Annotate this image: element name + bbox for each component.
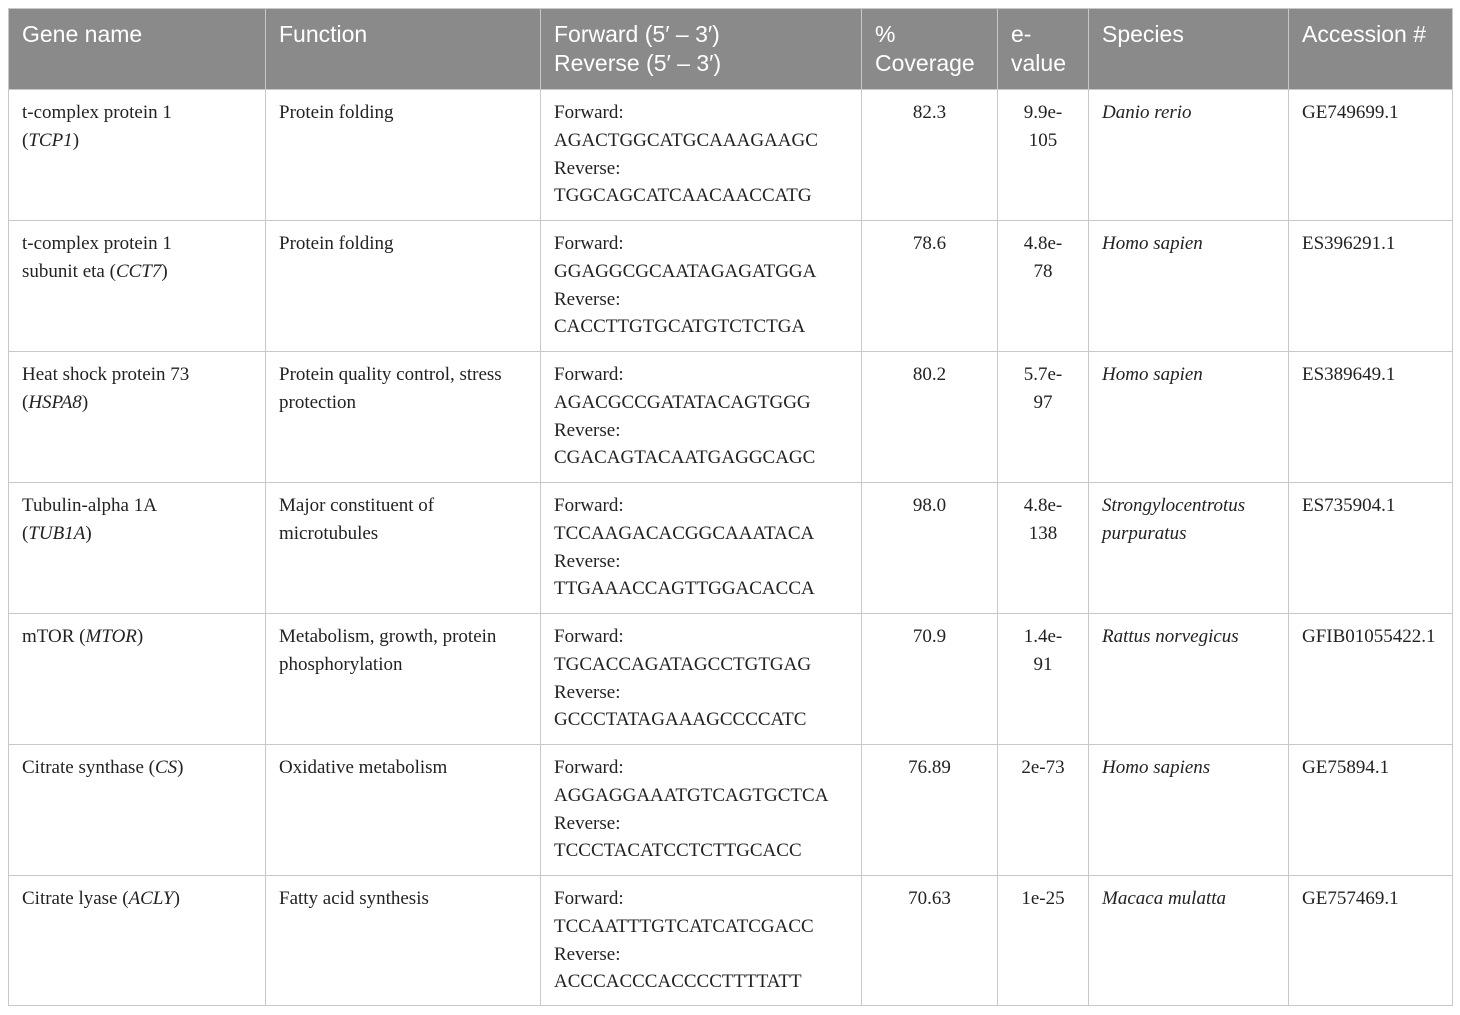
gene-name-suffix: ) — [85, 522, 92, 544]
cell-evalue — [998, 876, 1089, 1006]
forward-sequence: TCCAAGACACGGCAAATACA — [554, 522, 815, 544]
reverse-label: Reverse: — [554, 419, 621, 441]
cell-evalue — [998, 483, 1089, 614]
cell-coverage — [862, 90, 998, 221]
function-text: Protein quality control, stress — [279, 364, 502, 385]
gene-name-line — [22, 623, 252, 651]
reverse-sequence: CACCTTGTGCATGTCTCTGA — [554, 316, 806, 338]
gene-name-prefix: ( — [22, 522, 29, 544]
species-name: Danio rerio — [1102, 102, 1192, 123]
reverse-label: Reverse: — [554, 550, 621, 572]
cell-accession — [1289, 614, 1453, 745]
gene-symbol: CCT7 — [115, 260, 162, 282]
cell-accession — [1289, 745, 1453, 876]
cell-primers — [541, 352, 862, 483]
cell-function — [266, 483, 541, 614]
function-text: Protein folding — [279, 233, 394, 254]
evalue-value: 105 — [1028, 129, 1058, 151]
gene-name-line — [22, 885, 252, 913]
gene-symbol: ACLY — [128, 888, 174, 909]
forward-sequence: TGCACCAGATAGCCTGTGAG — [554, 653, 812, 675]
table-row — [9, 221, 1453, 352]
forward-label: Forward: — [554, 364, 624, 385]
species-name: Homo sapien — [1102, 364, 1203, 385]
cell-evalue — [998, 614, 1089, 745]
coverage-value: 70.9 — [912, 626, 947, 647]
header-coverage: % Coverage — [862, 9, 998, 90]
gene-symbol: HSPA8 — [28, 391, 82, 413]
cell-species — [1089, 483, 1289, 614]
cell-evalue — [998, 352, 1089, 483]
cell-species — [1089, 614, 1289, 745]
gene-name-suffix: ) — [161, 260, 168, 282]
gene-name-suffix: ) — [81, 391, 89, 413]
cell-function — [266, 352, 541, 483]
forward-sequence: AGACGCCGATATACAGTGGG — [554, 391, 811, 413]
evalue-value: 138 — [1028, 522, 1058, 544]
evalue-value: 4.8e- — [1023, 233, 1063, 254]
cell-species — [1089, 745, 1289, 876]
cell-accession — [1289, 90, 1453, 221]
primer-table — [8, 8, 1453, 1006]
cell-gene-name — [9, 745, 266, 876]
accession-number: ES389649.1 — [1302, 364, 1396, 385]
table-row — [9, 90, 1453, 221]
reverse-sequence: TGGCAGCATCAACAACCATG — [554, 185, 812, 207]
evalue-value: 9.9e- — [1023, 102, 1063, 123]
table-row — [9, 614, 1453, 745]
forward-label: Forward: — [554, 757, 624, 778]
cell-coverage — [862, 352, 998, 483]
function-text: Oxidative metabolism — [279, 757, 448, 778]
cell-coverage — [862, 221, 998, 352]
coverage-value: 76.89 — [908, 757, 951, 778]
cell-coverage — [862, 614, 998, 745]
table-row — [9, 483, 1453, 614]
accession-number: GE757469.1 — [1302, 888, 1399, 909]
reverse-sequence: GCCCTATAGAAAGCCCCATC — [554, 709, 807, 731]
cell-primers — [541, 90, 862, 221]
cell-evalue — [998, 90, 1089, 221]
gene-name-line — [22, 389, 252, 417]
header-primers — [541, 9, 862, 90]
cell-function — [266, 876, 541, 1006]
gene-name-suffix: ) — [177, 757, 184, 778]
cell-gene-name — [9, 90, 266, 221]
evalue-value: 2e-73 — [1021, 757, 1065, 778]
table-row — [9, 876, 1453, 1006]
gene-name-prefix: ( — [22, 129, 29, 151]
header-forward: Forward (5′ – 3′) — [554, 21, 720, 47]
gene-name-line — [22, 754, 252, 782]
coverage-value: 80.2 — [912, 364, 947, 385]
reverse-label: Reverse: — [554, 812, 621, 834]
gene-symbol: MTOR — [85, 626, 137, 647]
gene-name-line — [22, 258, 252, 286]
forward-sequence: AGGAGGAAATGTCAGTGCTCA — [554, 784, 829, 806]
gene-name-line — [22, 127, 252, 155]
accession-number: GE749699.1 — [1302, 102, 1399, 123]
forward-sequence: AGACTGGCATGCAAAGAAGC — [554, 129, 818, 151]
coverage-value: 82.3 — [912, 102, 947, 123]
gene-name-suffix: ) — [72, 129, 80, 151]
gene-name-text: Heat shock protein 73 — [22, 364, 190, 385]
cell-primers — [541, 483, 862, 614]
reverse-sequence: TCCCTACATCCTCTTGCACC — [554, 840, 802, 862]
accession-number: ES735904.1 — [1302, 495, 1396, 516]
cell-species — [1089, 876, 1289, 1006]
cell-accession — [1289, 483, 1453, 614]
header-row — [9, 9, 1453, 90]
function-text: phosphorylation — [279, 653, 403, 675]
cell-function — [266, 221, 541, 352]
cell-function — [266, 745, 541, 876]
cell-evalue — [998, 221, 1089, 352]
species-name: Rattus norvegicus — [1102, 626, 1239, 647]
gene-name-prefix: subunit eta ( — [22, 260, 116, 282]
function-text: Protein folding — [279, 102, 394, 123]
evalue-value: 1e-25 — [1021, 888, 1065, 909]
cell-coverage — [862, 876, 998, 1006]
forward-label: Forward: — [554, 495, 624, 516]
coverage-value: 98.0 — [912, 495, 947, 516]
gene-name-text: Tubulin-alpha 1A — [22, 495, 157, 516]
cell-accession — [1289, 352, 1453, 483]
cell-gene-name — [9, 614, 266, 745]
forward-label: Forward: — [554, 626, 624, 647]
species-name: purpuratus — [1102, 522, 1187, 544]
function-text: microtubules — [279, 522, 379, 544]
species-name: Strongylocentrotus — [1102, 495, 1246, 516]
cell-primers — [541, 745, 862, 876]
cell-gene-name — [9, 483, 266, 614]
cell-primers — [541, 614, 862, 745]
cell-species — [1089, 90, 1289, 221]
reverse-sequence: TTGAAACCAGTTGGACACCA — [554, 578, 815, 600]
evalue-value: 78 — [1033, 260, 1053, 282]
table-row — [9, 745, 1453, 876]
reverse-label: Reverse: — [554, 157, 621, 179]
cell-function — [266, 614, 541, 745]
species-name: Homo sapiens — [1102, 757, 1211, 778]
cell-species — [1089, 221, 1289, 352]
reverse-label: Reverse: — [554, 681, 621, 703]
cell-accession — [1289, 876, 1453, 1006]
function-text: Metabolism, growth, protein — [279, 626, 497, 647]
evalue-value: 5.7e- — [1023, 364, 1063, 385]
cell-primers — [541, 221, 862, 352]
gene-name-prefix: Citrate synthase ( — [22, 757, 155, 778]
species-name: Macaca mulatta — [1102, 888, 1227, 909]
species-name: Homo sapien — [1102, 233, 1203, 254]
header-reverse: Reverse (5′ – 3′) — [554, 50, 722, 76]
cell-gene-name — [9, 221, 266, 352]
function-text: Fatty acid synthesis — [279, 888, 429, 909]
gene-name-line — [22, 520, 252, 548]
cell-species — [1089, 352, 1289, 483]
function-text: Major constituent of — [279, 495, 435, 516]
accession-number: ES396291.1 — [1302, 233, 1396, 254]
forward-sequence: TCCAATTTGTCATCATCGACC — [554, 915, 814, 937]
gene-name-prefix: Citrate lyase ( — [22, 888, 129, 909]
reverse-label: Reverse: — [554, 288, 621, 310]
accession-number: GFIB01055422.1 — [1302, 626, 1436, 647]
cell-accession — [1289, 221, 1453, 352]
cell-gene-name — [9, 876, 266, 1006]
gene-name-prefix: mTOR ( — [22, 626, 86, 647]
gene-name-text: t-complex protein 1 — [22, 102, 172, 123]
header-gene-name: Gene name — [9, 9, 266, 90]
table-row — [9, 352, 1453, 483]
gene-name-text: t-complex protein 1 — [22, 233, 172, 254]
cell-coverage — [862, 483, 998, 614]
gene-name-prefix: ( — [22, 391, 29, 413]
forward-label: Forward: — [554, 102, 624, 123]
header-accession: Accession # — [1289, 9, 1453, 90]
function-text: protection — [279, 391, 357, 413]
evalue-value: 4.8e- — [1023, 495, 1063, 516]
cell-function — [266, 90, 541, 221]
header-species: Species — [1089, 9, 1289, 90]
cell-coverage — [862, 745, 998, 876]
gene-name-suffix: ) — [173, 888, 180, 909]
coverage-value: 70.63 — [908, 888, 951, 909]
cell-primers — [541, 876, 862, 1006]
gene-symbol: TUB1A — [28, 522, 86, 544]
gene-name-suffix: ) — [136, 626, 144, 647]
header-evalue: e- value — [998, 9, 1089, 90]
forward-sequence: GGAGGCGCAATAGAGATGGA — [554, 260, 817, 282]
coverage-value: 78.6 — [912, 233, 947, 254]
header-function: Function — [266, 9, 541, 90]
reverse-label: Reverse: — [554, 943, 621, 965]
gene-symbol: CS — [154, 757, 178, 778]
evalue-value: 97 — [1033, 391, 1053, 413]
forward-label: Forward: — [554, 888, 624, 909]
forward-label: Forward: — [554, 233, 624, 254]
reverse-sequence: ACCCACCCACCCCTTTTATT — [554, 971, 802, 993]
gene-symbol: TCP1 — [28, 129, 73, 151]
cell-gene-name — [9, 352, 266, 483]
reverse-sequence: CGACAGTACAATGAGGCAGC — [554, 447, 816, 469]
cell-evalue — [998, 745, 1089, 876]
accession-number: GE75894.1 — [1302, 757, 1390, 778]
evalue-value: 91 — [1033, 653, 1053, 675]
evalue-value: 1.4e- — [1023, 626, 1063, 647]
